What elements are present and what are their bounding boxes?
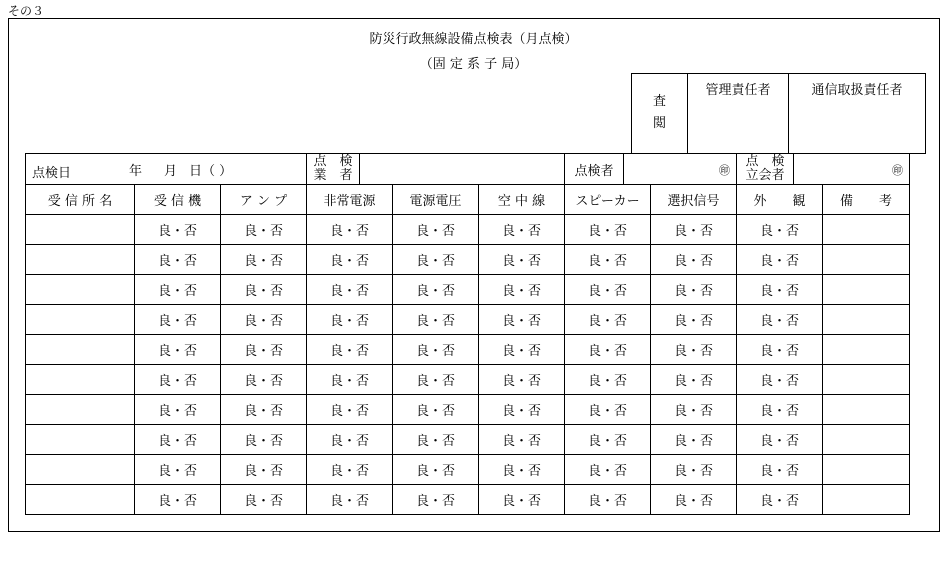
remarks-cell[interactable]: [823, 275, 910, 305]
column-header: 電源電圧: [393, 185, 479, 215]
result-cell[interactable]: 良・否: [565, 275, 651, 305]
result-cell[interactable]: 良・否: [737, 305, 823, 335]
inspect-seal-cell: [632, 74, 688, 154]
attendee-label-box: [737, 154, 794, 184]
station-name-cell[interactable]: [26, 485, 135, 515]
header-row: [26, 154, 910, 185]
column-header: ア ン プ: [221, 185, 307, 215]
result-cell[interactable]: 良・否: [307, 425, 393, 455]
result-cell[interactable]: 良・否: [135, 395, 221, 425]
result-cell[interactable]: 良・否: [565, 485, 651, 515]
remarks-cell[interactable]: [823, 245, 910, 275]
result-cell[interactable]: 良・否: [135, 245, 221, 275]
remarks-cell[interactable]: [823, 425, 910, 455]
result-cell[interactable]: 良・否: [393, 485, 479, 515]
month-label: 月: [164, 164, 178, 179]
result-cell[interactable]: 良・否: [565, 365, 651, 395]
attendee-label-2: 立会者: [745, 168, 785, 183]
manager-cell: [688, 74, 789, 154]
result-cell[interactable]: 良・否: [221, 335, 307, 365]
column-header: 備 考: [823, 185, 910, 215]
result-cell[interactable]: 良・否: [393, 425, 479, 455]
column-header: 非常電源: [307, 185, 393, 215]
comm-manager-cell: [789, 74, 926, 154]
result-cell[interactable]: 良・否: [135, 305, 221, 335]
result-cell[interactable]: 良・否: [479, 425, 565, 455]
remarks-cell[interactable]: [823, 485, 910, 515]
column-header: 受 信 所 名: [26, 185, 135, 215]
column-header-row: [26, 185, 910, 215]
station-name-cell[interactable]: [26, 335, 135, 365]
result-cell[interactable]: 良・否: [479, 365, 565, 395]
result-cell[interactable]: 良・否: [221, 215, 307, 245]
result-cell[interactable]: 良・否: [651, 335, 737, 365]
inspection-table: [25, 153, 910, 515]
result-cell[interactable]: 良・否: [737, 395, 823, 425]
station-name-cell[interactable]: [26, 395, 135, 425]
result-cell[interactable]: 良・否: [307, 215, 393, 245]
result-cell[interactable]: 良・否: [479, 395, 565, 425]
result-cell[interactable]: 良・否: [565, 245, 651, 275]
result-cell[interactable]: 良・否: [307, 395, 393, 425]
date-label: 点検日: [32, 166, 72, 181]
remarks-cell[interactable]: [823, 365, 910, 395]
result-cell[interactable]: 良・否: [393, 245, 479, 275]
remarks-cell[interactable]: [823, 335, 910, 365]
station-name-cell[interactable]: [26, 455, 135, 485]
table-row: [26, 275, 910, 305]
approval-box: [631, 73, 926, 154]
year-label: 年: [129, 164, 143, 179]
result-cell[interactable]: 良・否: [737, 275, 823, 305]
result-cell[interactable]: 良・否: [479, 305, 565, 335]
table-row: [26, 425, 910, 455]
station-name-cell[interactable]: [26, 365, 135, 395]
result-cell[interactable]: 良・否: [565, 425, 651, 455]
result-cell[interactable]: 良・否: [221, 275, 307, 305]
result-cell[interactable]: 良・否: [479, 485, 565, 515]
worker-value[interactable]: [360, 154, 564, 184]
result-cell[interactable]: 良・否: [737, 245, 823, 275]
result-cell[interactable]: 良・否: [135, 365, 221, 395]
result-cell[interactable]: 良・否: [221, 305, 307, 335]
result-cell[interactable]: 良・否: [737, 425, 823, 455]
station-name-cell[interactable]: [26, 305, 135, 335]
worker-label-2: 業 者: [313, 168, 353, 183]
result-cell[interactable]: 良・否: [135, 455, 221, 485]
remarks-cell[interactable]: [823, 395, 910, 425]
remarks-cell[interactable]: [823, 305, 910, 335]
result-cell[interactable]: 良・否: [737, 335, 823, 365]
column-header: 空 中 線: [479, 185, 565, 215]
result-cell[interactable]: 良・否: [221, 455, 307, 485]
result-cell[interactable]: 良・否: [651, 215, 737, 245]
result-cell[interactable]: 良・否: [307, 335, 393, 365]
table-row: [26, 395, 910, 425]
seal-2: ㊞: [892, 164, 903, 177]
table-body: [26, 215, 910, 515]
form-subtitle: （固 定 系 子 局）: [419, 56, 528, 72]
result-cell[interactable]: 良・否: [135, 335, 221, 365]
result-cell[interactable]: 良・否: [565, 395, 651, 425]
result-cell[interactable]: 良・否: [651, 455, 737, 485]
result-cell[interactable]: 良・否: [393, 275, 479, 305]
result-cell[interactable]: 良・否: [307, 245, 393, 275]
result-cell[interactable]: 良・否: [135, 275, 221, 305]
result-cell[interactable]: 良・否: [565, 305, 651, 335]
worker-label-1: 点 検: [313, 154, 353, 169]
worker-label-box: [307, 154, 360, 184]
inspector-label: 点検者: [565, 154, 624, 184]
page-label: その３: [8, 4, 45, 18]
result-cell[interactable]: 良・否: [135, 215, 221, 245]
table-row: [26, 335, 910, 365]
result-cell[interactable]: 良・否: [737, 485, 823, 515]
inspect-char-2: 閲: [652, 116, 666, 131]
remarks-cell[interactable]: [823, 455, 910, 485]
date-cell: [26, 154, 307, 185]
comm-manager-label: 通信取扱責任者: [811, 83, 903, 98]
result-cell[interactable]: 良・否: [737, 455, 823, 485]
result-cell[interactable]: 良・否: [651, 395, 737, 425]
attendee-cell: [737, 154, 910, 185]
result-cell[interactable]: 良・否: [221, 245, 307, 275]
result-cell[interactable]: 良・否: [307, 305, 393, 335]
result-cell[interactable]: 良・否: [479, 455, 565, 485]
day-label: 日（ ）: [189, 164, 233, 179]
result-cell[interactable]: 良・否: [565, 215, 651, 245]
result-cell[interactable]: 良・否: [307, 455, 393, 485]
table-row: [26, 455, 910, 485]
remarks-cell[interactable]: [823, 215, 910, 245]
result-cell[interactable]: 良・否: [651, 245, 737, 275]
result-cell[interactable]: 良・否: [135, 425, 221, 455]
result-cell[interactable]: 良・否: [479, 215, 565, 245]
column-header: 受 信 機: [135, 185, 221, 215]
form-title: 防災行政無線設備点検表（月点検）: [369, 31, 578, 47]
result-cell[interactable]: 良・否: [221, 485, 307, 515]
result-cell[interactable]: 良・否: [737, 215, 823, 245]
result-cell[interactable]: 良・否: [479, 275, 565, 305]
result-cell[interactable]: 良・否: [737, 365, 823, 395]
result-cell[interactable]: 良・否: [651, 275, 737, 305]
column-header: 外 観: [737, 185, 823, 215]
result-cell[interactable]: 良・否: [651, 425, 737, 455]
result-cell[interactable]: 良・否: [307, 365, 393, 395]
table-row: [26, 305, 910, 335]
seal-1: ㊞: [719, 164, 730, 177]
result-cell[interactable]: 良・否: [565, 455, 651, 485]
result-cell[interactable]: 良・否: [221, 425, 307, 455]
station-name-cell[interactable]: [26, 425, 135, 455]
table-row: [26, 215, 910, 245]
result-cell[interactable]: 良・否: [221, 365, 307, 395]
result-cell[interactable]: 良・否: [479, 335, 565, 365]
result-cell[interactable]: 良・否: [221, 395, 307, 425]
result-cell[interactable]: 良・否: [135, 485, 221, 515]
inspector-value[interactable]: [624, 154, 736, 184]
result-cell[interactable]: 良・否: [393, 395, 479, 425]
result-cell[interactable]: 良・否: [307, 275, 393, 305]
result-cell[interactable]: 良・否: [307, 485, 393, 515]
result-cell[interactable]: 良・否: [393, 365, 479, 395]
column-header: 選択信号: [651, 185, 737, 215]
result-cell[interactable]: 良・否: [565, 335, 651, 365]
station-name-cell[interactable]: [26, 215, 135, 245]
result-cell[interactable]: 良・否: [651, 365, 737, 395]
table-row: [26, 485, 910, 515]
result-cell[interactable]: 良・否: [393, 335, 479, 365]
result-cell[interactable]: 良・否: [393, 305, 479, 335]
inspector-cell: [565, 154, 737, 185]
station-name-cell[interactable]: [26, 245, 135, 275]
manager-label: 管理責任者: [705, 83, 771, 98]
result-cell[interactable]: 良・否: [651, 305, 737, 335]
column-header: スピーカー: [565, 185, 651, 215]
attendee-label-1: 点 検: [745, 154, 785, 169]
worker-cell: [307, 154, 565, 185]
result-cell[interactable]: 良・否: [479, 245, 565, 275]
attendee-value[interactable]: [794, 154, 909, 184]
table-row: [26, 365, 910, 395]
table-row: [26, 245, 910, 275]
result-cell[interactable]: 良・否: [651, 485, 737, 515]
inspect-char-1: 査: [652, 94, 666, 109]
station-name-cell[interactable]: [26, 275, 135, 305]
result-cell[interactable]: 良・否: [393, 215, 479, 245]
result-cell[interactable]: 良・否: [393, 455, 479, 485]
